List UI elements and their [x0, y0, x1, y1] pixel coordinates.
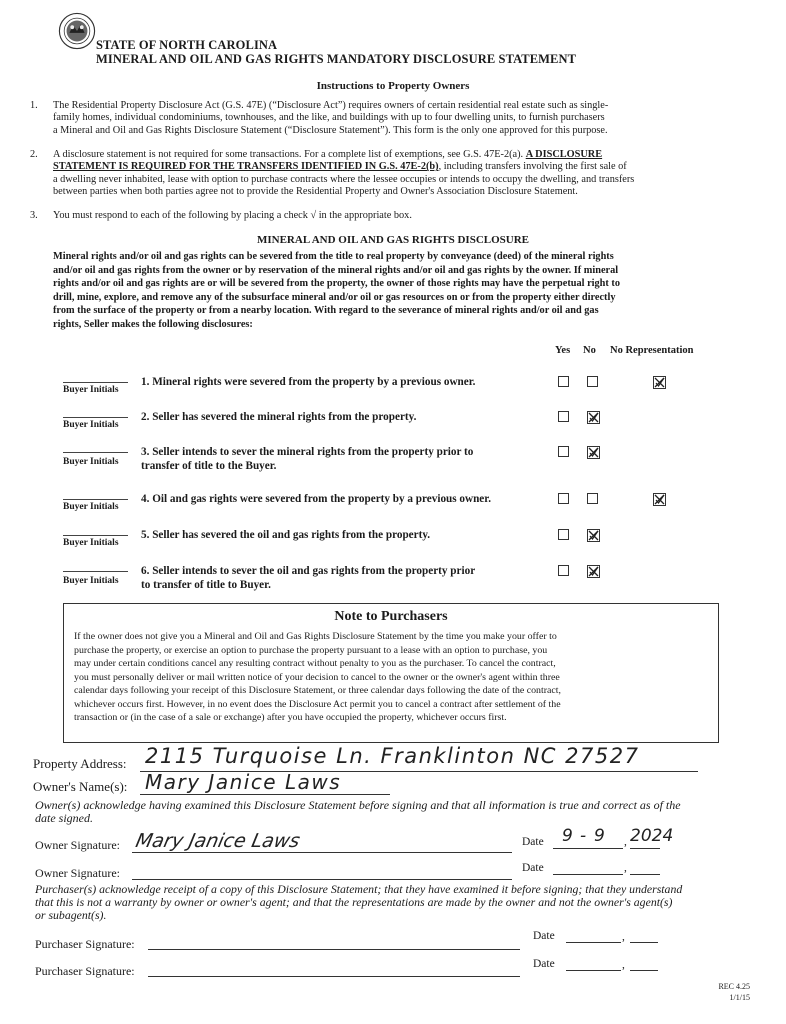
checkmark-icon	[588, 412, 599, 423]
purchaser-signature-field[interactable]	[148, 949, 520, 950]
instruction-number: 2.	[30, 149, 38, 160]
disclosure-item-text: 1. Mineral rights were severed from the property by a previous owner.	[141, 376, 476, 388]
state-seal-icon	[58, 12, 96, 50]
buyer-initials-label: Buyer Initials	[63, 457, 119, 467]
note-line: you must personally deliver or mail written notice of your decision to cancel to the owner or the owner's agent within three	[74, 671, 560, 683]
column-header-yes: Yes	[555, 345, 571, 356]
disclosure-item-3	[141, 445, 473, 473]
note-title: Note to Purchasers	[334, 609, 448, 624]
checkbox-no-representation-item-4[interactable]	[653, 493, 666, 506]
buyer-initials-label: Buyer Initials	[63, 385, 119, 395]
property-address-label: Property Address:	[33, 756, 127, 771]
disclosure-item-text: 4. Oil and gas rights were severed from the property by a previous owner.	[141, 493, 492, 505]
owner-year-line	[630, 848, 660, 849]
instruction-item-3	[53, 210, 743, 222]
checkbox-no-item-1[interactable]	[587, 376, 598, 387]
owner-names-label: Owner's Name(s):	[33, 779, 128, 794]
disclosure-line: from the surface of the property or from a nearby location. With regard to the severance of mineral rights and/or oil and gas	[53, 305, 599, 316]
disclosure-line: drill, mine, explore, and remove any of the subsurface mineral and/or oil or gas resources on or from the property either directly	[53, 291, 616, 303]
instruction-number: 1.	[30, 100, 38, 111]
buyer-initials-label: Buyer Initials	[63, 538, 119, 548]
note-line: whichever occurs first. However, in no event does the Disclosure Act permit you to cancel a contract after settlement of the	[74, 698, 561, 710]
instruction-item-2	[53, 149, 743, 199]
owner-ack-line: Owner(s) acknowledge having examined this Disclosure Statement before signing and that all information is true and correct as of the	[35, 798, 681, 812]
owner-signature-2-field[interactable]	[132, 879, 512, 880]
checkmark-icon	[588, 530, 599, 541]
form-code: REC 4.25	[718, 982, 750, 991]
checkbox-no-item-5[interactable]	[587, 529, 600, 542]
buyer-initials-label: Buyer Initials	[63, 576, 119, 586]
owner-date-line	[553, 848, 623, 849]
owner-names-line	[140, 794, 390, 795]
owner-signature-line	[132, 852, 512, 853]
disclosure-item-1	[141, 375, 475, 389]
purchaser-date-label: Date	[533, 930, 555, 942]
checkbox-no-representation-item-1[interactable]	[653, 376, 666, 389]
owner-signature-label: Owner Signature:	[35, 838, 120, 852]
checkbox-no-item-3[interactable]	[587, 446, 600, 459]
instruction-emphasis: STATEMENT IS REQUIRED FOR THE TRANSFERS IDENTIFIED IN G.S. 47E-2(b)	[53, 161, 439, 173]
instruction-emphasis: A DISCLOSURE	[525, 149, 603, 160]
instruction-line: The Residential Property Disclosure Act (G.S. 47E) (“Disclosure Act”) requires owners of certain residential real estate such as single-	[53, 100, 609, 111]
disclosure-item-text: 6. Seller intends to sever the oil and gas rights from the property prior	[141, 565, 476, 577]
checkmark-icon	[588, 447, 599, 458]
purchaser-signature-label: Purchaser Signature:	[35, 937, 135, 951]
note-body	[74, 630, 561, 725]
disclosure-item-text: to transfer of title to Buyer.	[141, 579, 271, 591]
disclosure-line: rights and/or oil and gas rights are or will be severed from the property, the owner of those rights may have the perpetual right to	[53, 278, 620, 289]
buyer-initials-field[interactable]	[63, 452, 128, 453]
instruction-number: 3.	[30, 210, 38, 221]
property-address-field[interactable]: 2115 Turquoise Ln. Franklinton NC 27527	[145, 744, 640, 768]
owner-names-field[interactable]: Mary Janice Laws	[145, 770, 342, 794]
purchaser-ack-line: or subagent(s).	[35, 908, 107, 922]
instruction-line: a dwelling never inhabited, lease with option to purchase contracts where the lessee occupies or intends to occupy the dwelling, and transfers	[53, 173, 635, 185]
checkbox-yes-item-5[interactable]	[558, 529, 569, 540]
instruction-line: between parties when both parties agree not to provide the Residential Property and Owner's Association Disclosure Statement.	[53, 186, 578, 198]
note-line: may under certain conditions cancel any resulting contract without penalty to you as the purchaser. To cancel the contract,	[74, 658, 556, 669]
buyer-initials-label: Buyer Initials	[63, 420, 119, 430]
form-title: MINERAL AND OIL AND GAS RIGHTS MANDATORY DISCLOSURE STATEMENT	[96, 52, 577, 66]
disclosure-item-4	[141, 492, 491, 506]
purchaser-date-field[interactable]	[566, 942, 621, 943]
owner-date-year[interactable]: 2024	[630, 826, 674, 846]
purchaser-2-date-label: Date	[533, 958, 555, 970]
buyer-initials-field[interactable]	[63, 382, 128, 383]
purchaser-2-date-field[interactable]	[566, 970, 621, 971]
disclosure-item-text: 3. Seller intends to sever the mineral rights from the property prior to	[141, 446, 474, 458]
checkbox-no-item-6[interactable]	[587, 565, 600, 578]
checkbox-yes-item-4[interactable]	[558, 493, 569, 504]
owner-ack-line: date signed.	[35, 811, 93, 825]
checkmark-icon	[588, 566, 599, 577]
owner-date-comma: ,	[624, 836, 627, 848]
owner-date-day[interactable]: 9	[594, 826, 605, 846]
note-line: If the owner does not give you a Mineral and Oil and Gas Rights Disclosure Statement by the time you make your offer to	[74, 631, 557, 642]
checkbox-yes-item-3[interactable]	[558, 446, 569, 457]
purchaser-ack-line: Purchaser(s) acknowledge receipt of a copy of this Disclosure Statement; that they have examined it before signing; that they understand	[35, 882, 683, 896]
owner-date-label: Date	[522, 836, 544, 848]
owner-2-year-field[interactable]	[630, 874, 660, 875]
disclosure-line: Mineral rights and/or oil and gas rights can be severed from the title to real property by conveyance (deed) of the mineral rights	[53, 251, 614, 262]
purchaser-acknowledgement	[35, 883, 682, 922]
checkbox-no-item-4[interactable]	[587, 493, 598, 504]
checkbox-yes-item-1[interactable]	[558, 376, 569, 387]
note-line: transaction or (in the case of a sale or exchange) after you have occupied the property, whichever occurs first.	[74, 712, 507, 723]
disclosure-item-text: transfer of title to the Buyer.	[141, 460, 277, 472]
purchaser-signature-2-label: Purchaser Signature:	[35, 964, 135, 978]
instruction-text: , including transfers involving the first sale of	[438, 161, 627, 173]
instruction-item-1	[53, 100, 743, 137]
owner-2-date-label: Date	[522, 862, 544, 874]
checkbox-yes-item-2[interactable]	[558, 411, 569, 422]
disclosure-paragraph	[53, 250, 753, 331]
owner-2-date-comma: ,	[624, 862, 627, 874]
disclosure-item-5	[141, 528, 430, 542]
note-line: purchase the property, or exercise an option to purchase the property pursuant to a lease with an option to purchase, you	[74, 644, 548, 656]
owner-2-date-field[interactable]	[553, 874, 623, 875]
disclosure-heading: MINERAL AND OIL AND GAS RIGHTS DISCLOSURE	[256, 234, 529, 246]
buyer-initials-field[interactable]	[63, 499, 128, 500]
instruction-text: A disclosure statement is not required for some transactions. For a complete list of exemptions, see G.S. 47E-2(a).	[53, 149, 526, 160]
instruction-line: a Mineral and Oil and Gas Rights Disclosure Statement (“Disclosure Statement”). This form is the only one approved for this purpose.	[53, 124, 608, 136]
disclosure-item-text: 2. Seller has severed the mineral rights from the property.	[141, 411, 417, 423]
owner-acknowledgement	[35, 799, 681, 825]
checkmark-icon	[654, 494, 665, 505]
purchaser-2-year-field[interactable]	[630, 970, 658, 971]
column-header-no: No	[583, 345, 596, 356]
purchaser-2-date-comma: ,	[622, 959, 625, 971]
form-state-heading: STATE OF NORTH CAROLINA	[96, 38, 278, 52]
buyer-initials-field[interactable]	[63, 535, 128, 536]
disclosure-line: rights, Seller makes the following disclosures:	[53, 318, 253, 330]
owner-signature-2-label: Owner Signature:	[35, 866, 120, 880]
instructions-heading: Instructions to Property Owners	[316, 80, 470, 92]
owner-date-month[interactable]: 9	[562, 826, 573, 846]
owner-signature-field[interactable]: Mary Janice Laws	[133, 830, 302, 852]
checkbox-yes-item-6[interactable]	[558, 565, 569, 576]
buyer-initials-field[interactable]	[63, 417, 128, 418]
disclosure-item-2	[141, 410, 416, 424]
checkmark-icon	[654, 377, 665, 388]
purchaser-ack-line: that this is not a warranty by owner or owner's agent; and that the representations are made by the owner and not the owner's agent(s)	[35, 895, 673, 909]
instruction-line: family homes, individual condominiums, townhouses, and the like, and buildings with up to four dwelling units, to furnish purchasers	[53, 112, 605, 124]
purchaser-signature-2-field[interactable]	[148, 976, 520, 977]
disclosure-item-text: 5. Seller has severed the oil and gas rights from the property.	[141, 529, 431, 541]
column-header-no-representation: No Representation	[610, 345, 694, 356]
buyer-initials-field[interactable]	[63, 571, 128, 572]
form-date: 1/1/15	[729, 993, 750, 1002]
note-line: calendar days following your receipt of this Disclosure Statement, or three calendar days following the date of the contract,	[74, 685, 561, 696]
purchaser-date-comma: ,	[622, 931, 625, 943]
disclosure-item-6	[141, 564, 475, 592]
instruction-line: You must respond to each of the following by placing a check √ in the appropriate box.	[53, 210, 412, 221]
purchaser-year-field[interactable]	[630, 942, 658, 943]
disclosure-line: and/or oil and gas rights from the owner or by reservation of the mineral rights and/or oil and gas rights by the owner. If mineral	[53, 264, 619, 276]
checkbox-no-item-2[interactable]	[587, 411, 600, 424]
owner-date-sep: -	[580, 826, 587, 846]
buyer-initials-label: Buyer Initials	[63, 502, 119, 512]
